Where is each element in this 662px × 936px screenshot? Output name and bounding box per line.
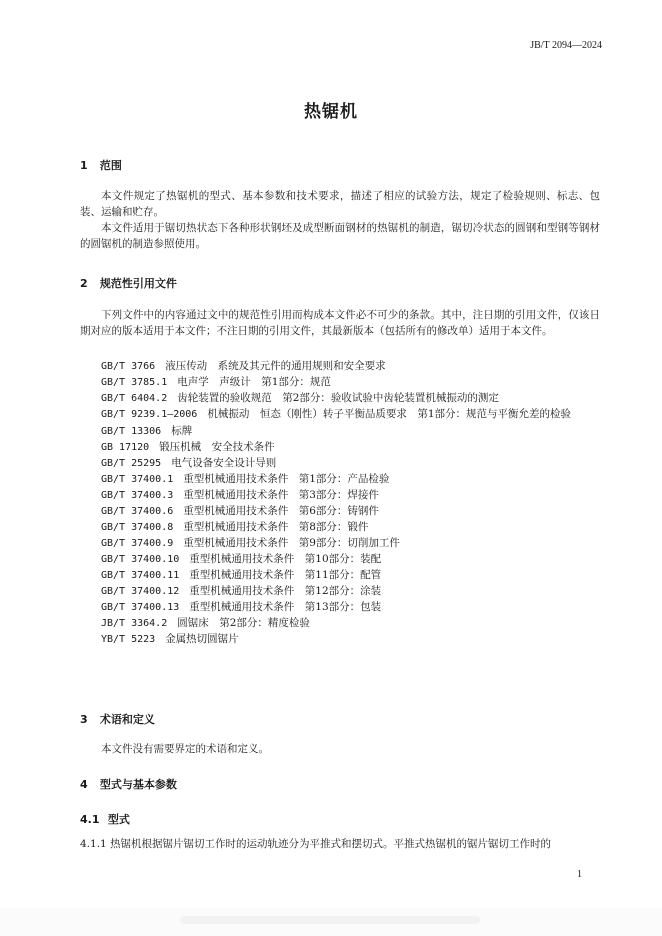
section-2-heading — [80, 275, 177, 291]
clause-text: 热锯机根据锯片锯切工作时的运动轨迹分为平推式和摆切式。平推式热锯机的锯片锯切工作时的 — [110, 838, 552, 850]
reference-item: GB/T 37400.3 重型机械通用技术条件 第3部分：焊接件 — [101, 489, 379, 501]
section-title: 型式与基本参数 — [99, 778, 177, 791]
subsection-title: 型式 — [107, 813, 130, 826]
section-1-para-2: 本文件适用于锯切热状态下各种形状钢坯及成型断面钢材的热锯机的制造，锯切冷状态的圆钢和型钢等钢材的圆锯机的制造参照使用。 — [80, 222, 600, 250]
reference-item: GB/T 37400.8 重型机械通用技术条件 第8部分：锻件 — [101, 521, 369, 533]
standard-code: JB/T 2094—2024 — [530, 40, 602, 51]
section-4-heading — [80, 776, 177, 792]
reference-item: GB/T 37400.6 重型机械通用技术条件 第6部分：铸钢件 — [101, 505, 379, 517]
subsection-4-1-heading — [80, 811, 130, 827]
reference-item: JB/T 3364.2 圆锯床 第2部分：精度检验 — [101, 617, 310, 629]
document-title: 热锯机 — [304, 102, 358, 122]
section-title: 术语和定义 — [99, 713, 155, 726]
reference-item: YB/T 5223 金属热切圆锯片 — [101, 633, 239, 645]
reference-item: GB/T 3785.1 电声学 声级计 第1部分：规范 — [101, 376, 331, 388]
faint-watermark — [180, 916, 480, 924]
section-1-heading — [80, 157, 122, 173]
reference-item: GB/T 37400.1 重型机械通用技术条件 第1部分：产品检验 — [101, 473, 390, 485]
reference-item: GB/T 37400.9 重型机械通用技术条件 第9部分：切削加工件 — [101, 537, 400, 549]
page-number: 1 — [577, 869, 582, 880]
reference-item: GB/T 37400.10 重型机械通用技术条件 第10部分：装配 — [101, 553, 382, 565]
clause-4-1-1 — [80, 836, 600, 852]
reference-item: GB/T 3766 液压传动 系统及其元件的通用规则和安全要求 — [101, 360, 386, 372]
reference-item: GB 17120 锻压机械 安全技术条件 — [101, 441, 275, 453]
section-2-intro: 下列文件中的内容通过文中的规范性引用而构成本文件必不可少的条款。其中，注日期的引用文件，仅该日期对应的版本适用于本文件；不注日期的引用文件，其最新版本（包括所有的修改单）适用于本文件。 — [80, 309, 600, 337]
reference-item: GB/T 6404.2 齿轮装置的验收规范 第2部分：验收试验中齿轮装置机械振动的测定 — [101, 392, 499, 404]
clause-number: 4.1.1 — [80, 838, 107, 850]
reference-item: GB/T 37400.12 重型机械通用技术条件 第12部分：涂装 — [101, 585, 382, 597]
reference-item: GB/T 37400.11 重型机械通用技术条件 第11部分：配管 — [101, 569, 382, 581]
subsection-number: 4.1 — [80, 813, 100, 826]
section-title: 规范性引用文件 — [99, 277, 177, 290]
section-3-para: 本文件没有需要界定的术语和定义。 — [101, 743, 269, 755]
section-title: 范围 — [99, 159, 122, 172]
footer-strip — [0, 908, 662, 936]
section-3-heading — [80, 711, 155, 727]
section-number: 1 — [80, 159, 88, 172]
reference-item: GB/T 25295 电气设备安全设计导则 — [101, 457, 277, 469]
section-number: 3 — [80, 713, 88, 726]
reference-item: GB/T 9239.1—2006 机械振动 恒态（刚性）转子平衡品质要求 第1部分：规范与平衡允差的检验 — [101, 408, 572, 420]
section-number: 4 — [80, 778, 88, 791]
section-1-para-1: 本文件规定了热锯机的型式、基本参数和技术要求，描述了相应的试验方法，规定了检验规则、标志、包装、运输和贮存。 — [80, 190, 600, 218]
reference-item: GB/T 13306 标牌 — [101, 425, 193, 437]
normative-reference-list — [80, 358, 600, 647]
reference-item: GB/T 37400.13 重型机械通用技术条件 第13部分：包装 — [101, 601, 382, 613]
section-number: 2 — [80, 277, 88, 290]
